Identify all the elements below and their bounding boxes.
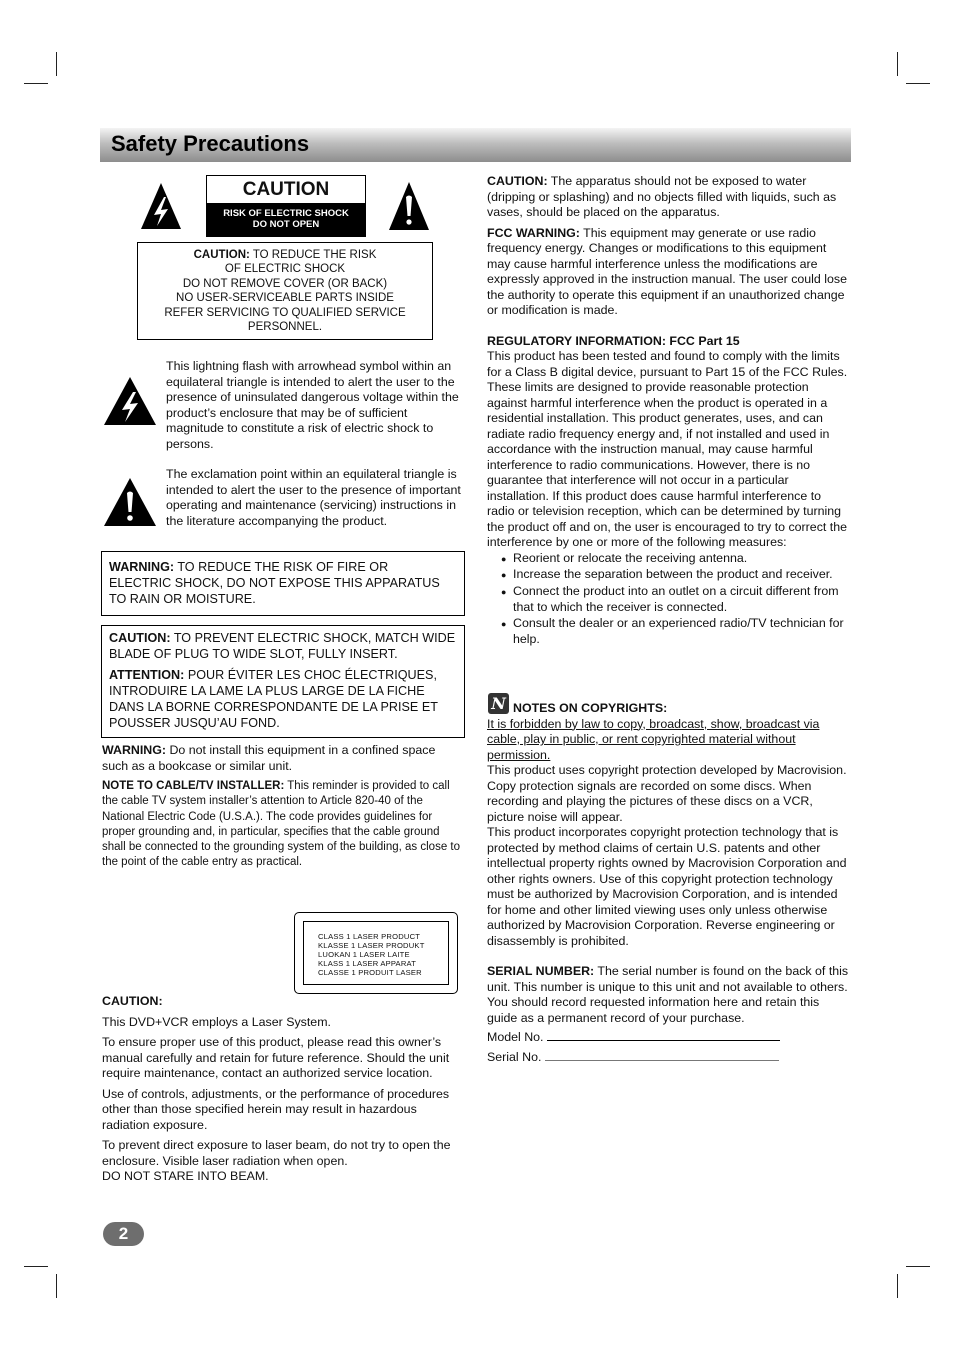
laser-caution-p2: To ensure proper use of this product, please read this owner’s manual carefully and retain for future reference. Should the unit require maintenance, contact an authorized service location. [102,1035,450,1080]
laser-caution-section [102,994,462,1185]
serial-number-field-label: Serial No. [487,1049,542,1064]
caution-box-line: TO REDUCE THE RISK [249,249,377,261]
exclamation-warning-icon [388,181,430,231]
serial-number-label: SERIAL NUMBER: [487,964,595,978]
copyright-heading [487,701,851,717]
plug-caution-text [109,630,456,662]
model-number-line [547,1040,780,1041]
exclamation-symbol-icon [103,477,157,527]
caution-box-label: CAUTION: [193,249,250,261]
copyright-p2: This product incorporates copyright protection technology that is protected by method claims of certain U.S. patents and other intellectual property rights owned by Macrovision Corporation and other rights owners. Use of this copyright protection technology must be authorized by Macrovision Corporation, and is intended for home and other limited viewing uses only unless otherwise authorized by Macrovision Corporation. Reverse engineering or disassembly is prohibited. [487,825,847,948]
caution-box-line: OF ELECTRIC SHOCK [224,263,346,276]
warning-box-text [109,559,450,607]
serial-section [487,964,851,1065]
fcc-warning-label: FCC WARNING: [487,225,580,240]
caution-sign-line2: DO NOT OPEN [252,219,320,230]
caution-box-text [138,248,432,334]
laser-label-line: KLASS 1 LASER APPARAT [318,959,417,968]
laser-class-label-inner [303,921,449,985]
page-number: 2 [118,1224,129,1243]
caution-sign-line1: RISK OF ELECTRIC SHOCK [223,208,349,219]
cable-note-label: NOTE TO CABLE/TV INSTALLER: [102,780,285,792]
list-item: ● Consult the dealer or an experienced radio/TV technician for help. [487,616,851,648]
regulatory-heading-text: REGULATORY INFORMATION: FCC Part 15 [487,333,740,348]
serial-number-text [487,964,851,1026]
warning-box-label: WARNING: [109,560,175,574]
crop-mark [897,1274,898,1298]
regulatory-text: This product has been tested and found to comply with the limits for a Class B digital device, pursuant to Part 15 of the FCC Rules. These limits are designed to provide reasonable protection against harmful interference when the product is operated in a residential installation. This product generates, uses, and can radiate radio frequency energy and, if not installed and used in accordance with the instruction manual, may cause harmful interference to radio communications. However, there is no guarantee that interference will not occur in a particular installation. If this product does cause harmful interference to radio or television reception, which can be determined by turning the product off and on, the user is encouraged to try to correct the interference by one or more of the following measures: [487,349,848,549]
warning-box [101,551,465,616]
exclamation-description: The exclamation point within an equilateral triangle is intended to alert the user to the presence of important operating and maintenance (servicing) instructions in the literature accompanying the product. [166,467,461,528]
laser-caution-p5: DO NOT STARE INTO BEAM. [102,1169,269,1183]
water-caution-label: CAUTION: [487,174,548,188]
fcc-warning-body: This equipment may generate or use radio frequency energy. Changes or modifications to this equipment may cause harmful interference unless the modifications are expressly approved in the instruction manual. The user could lose the authority to operate this equipment if an unauthorized change or modification is made. [487,225,847,317]
caution-box-line: NO USER-SERVICEABLE PARTS INSIDE [176,292,394,305]
warning-box-body: TO REDUCE THE RISK OF FIRE OR ELECTRIC SHOCK, DO NOT EXPOSE THIS APPARATUS TO RAIN OR MOISTURE. [109,560,440,606]
laser-label-line: CLASS 1 LASER PRODUCT [318,932,421,941]
crop-mark [906,83,930,84]
model-number-field [487,1030,851,1046]
page-title: Safety Precautions [111,131,310,156]
list-item: ● Connect the product into an outlet on a circuit different from that to which the receiver is connected. [487,584,851,616]
water-caution-body: The apparatus should not be exposed to water (dripping or splashing) and no objects filled with liquids, such as vases, should be placed on the apparatus. [487,174,837,219]
caution-box-line: REFER SERVICING TO QUALIFIED SERVICE [164,306,406,319]
regulatory-heading [487,334,851,350]
plug-caution-box [101,625,465,738]
laser-class-label [294,912,458,994]
serial-number-body: The serial number is found on the back of this unit. This number is unique to this unit and not available to others. You should record requested information here and retain this guide as a permanent record of your purchase. [487,964,849,1025]
note-icon: N [488,693,509,714]
laser-label-line: LUOKAN 1 LASER LAITE [318,950,410,959]
confined-space-warning [102,743,462,774]
lightning-symbol-icon [103,376,157,426]
fcc-warning [487,226,851,319]
laser-label-line: CLASSE 1 PRODUIT LASER [318,968,422,977]
caution-sign-subtext [207,203,365,236]
laser-caution-p4: To prevent direct exposure to laser beam, do not try to open the enclosure. Visible laser radiation when open. [102,1138,451,1168]
crop-mark [24,1266,48,1267]
title-bar [100,128,851,162]
lightning-description: This lightning flash with arrowhead symbol within an equilateral triangle is intended to alert the user to the presence of uninsulated dangerous voltage within the product’s enclosure that may be of sufficient magnitude to constitute a risk of electric shock to persons. [166,359,459,451]
list-item: ● Increase the separation between the product and receiver. [487,567,851,584]
caution-box-line: PERSONNEL. [247,321,323,334]
interference-measures-list [487,551,851,648]
page-number-badge [103,1222,144,1246]
list-item: ● Reorient or relocate the receiving antenna. [487,551,851,568]
cable-note-body: This reminder is provided to call the cable TV system installer’s attention to Article 820-40 of the National Electric Code (U.S.A.). The code provides guidelines for proper grounding and, in particular, specifies that the cable ground shall be connected to the grounding system of the building, as close to the point of the cable entry as practical. [102,780,461,869]
laser-caution-heading [102,994,462,1010]
crop-mark [906,1266,930,1267]
plug-caution-label: CAUTION: [109,631,171,645]
crop-mark [56,52,57,76]
laser-caution-heading-text: CAUTION: [102,994,163,1008]
plug-caution-body: TO PREVENT ELECTRIC SHOCK, MATCH WIDE BLADE OF PLUG TO WIDE SLOT, FULLY INSERT. [109,631,456,661]
crop-mark [897,52,898,76]
copyright-notice: It is forbidden by law to copy, broadcast, show, broadcast via cable, play in public, or rent copyrighted material without permission. [487,716,820,762]
confined-warning-label: WARNING: [102,743,167,757]
water-caution [487,174,851,221]
right-column [487,174,851,648]
plug-attention-label: ATTENTION: [109,668,185,682]
caution-sign [206,175,366,237]
confined-warning-body: Do not install this equipment in a confined space such as a bookcase or similar unit. [102,743,436,773]
model-number-label: Model No. [487,1030,544,1044]
copyright-p1: This product uses copyright protection developed by Macrovision. Copy protection signals are recorded on some discs. When recording and playing the pictures of these discs on a VCR, picture noise will appear. [487,763,847,824]
plug-attention-text [109,667,456,731]
laser-caution-p3: Use of controls, adjustments, or the performance of procedures other than those specified herein may result in hazardous radiation exposure. [102,1086,450,1132]
caution-box-line: DO NOT REMOVE COVER (OR BACK) [182,277,388,290]
caution-sign-heading: CAUTION [242,179,330,200]
caution-box [137,242,433,340]
cable-installer-note [102,779,464,871]
plug-attention-body: POUR ÉVITER LES CHOC ÉLECTRIQUES, INTRODUIRE LA LAME LA PLUS LARGE DE LA FICHE DANS LA BORNE CORRESPONDANTE DE LA PRISE ET POUSSER JUSQU’AU FOND. [109,668,438,730]
copyright-section [487,701,851,949]
serial-number-field [487,1050,851,1066]
laser-caution-p1: This DVD+VCR employs a Laser System. [102,1014,331,1029]
lightning-warning-icon [140,182,182,230]
serial-number-line [545,1060,779,1061]
laser-label-line: KLASSE 1 LASER PRODUKT [318,941,425,950]
crop-mark [56,1274,57,1298]
crop-mark [24,83,48,84]
copyright-heading-text: NOTES ON COPYRIGHTS: [513,701,668,715]
